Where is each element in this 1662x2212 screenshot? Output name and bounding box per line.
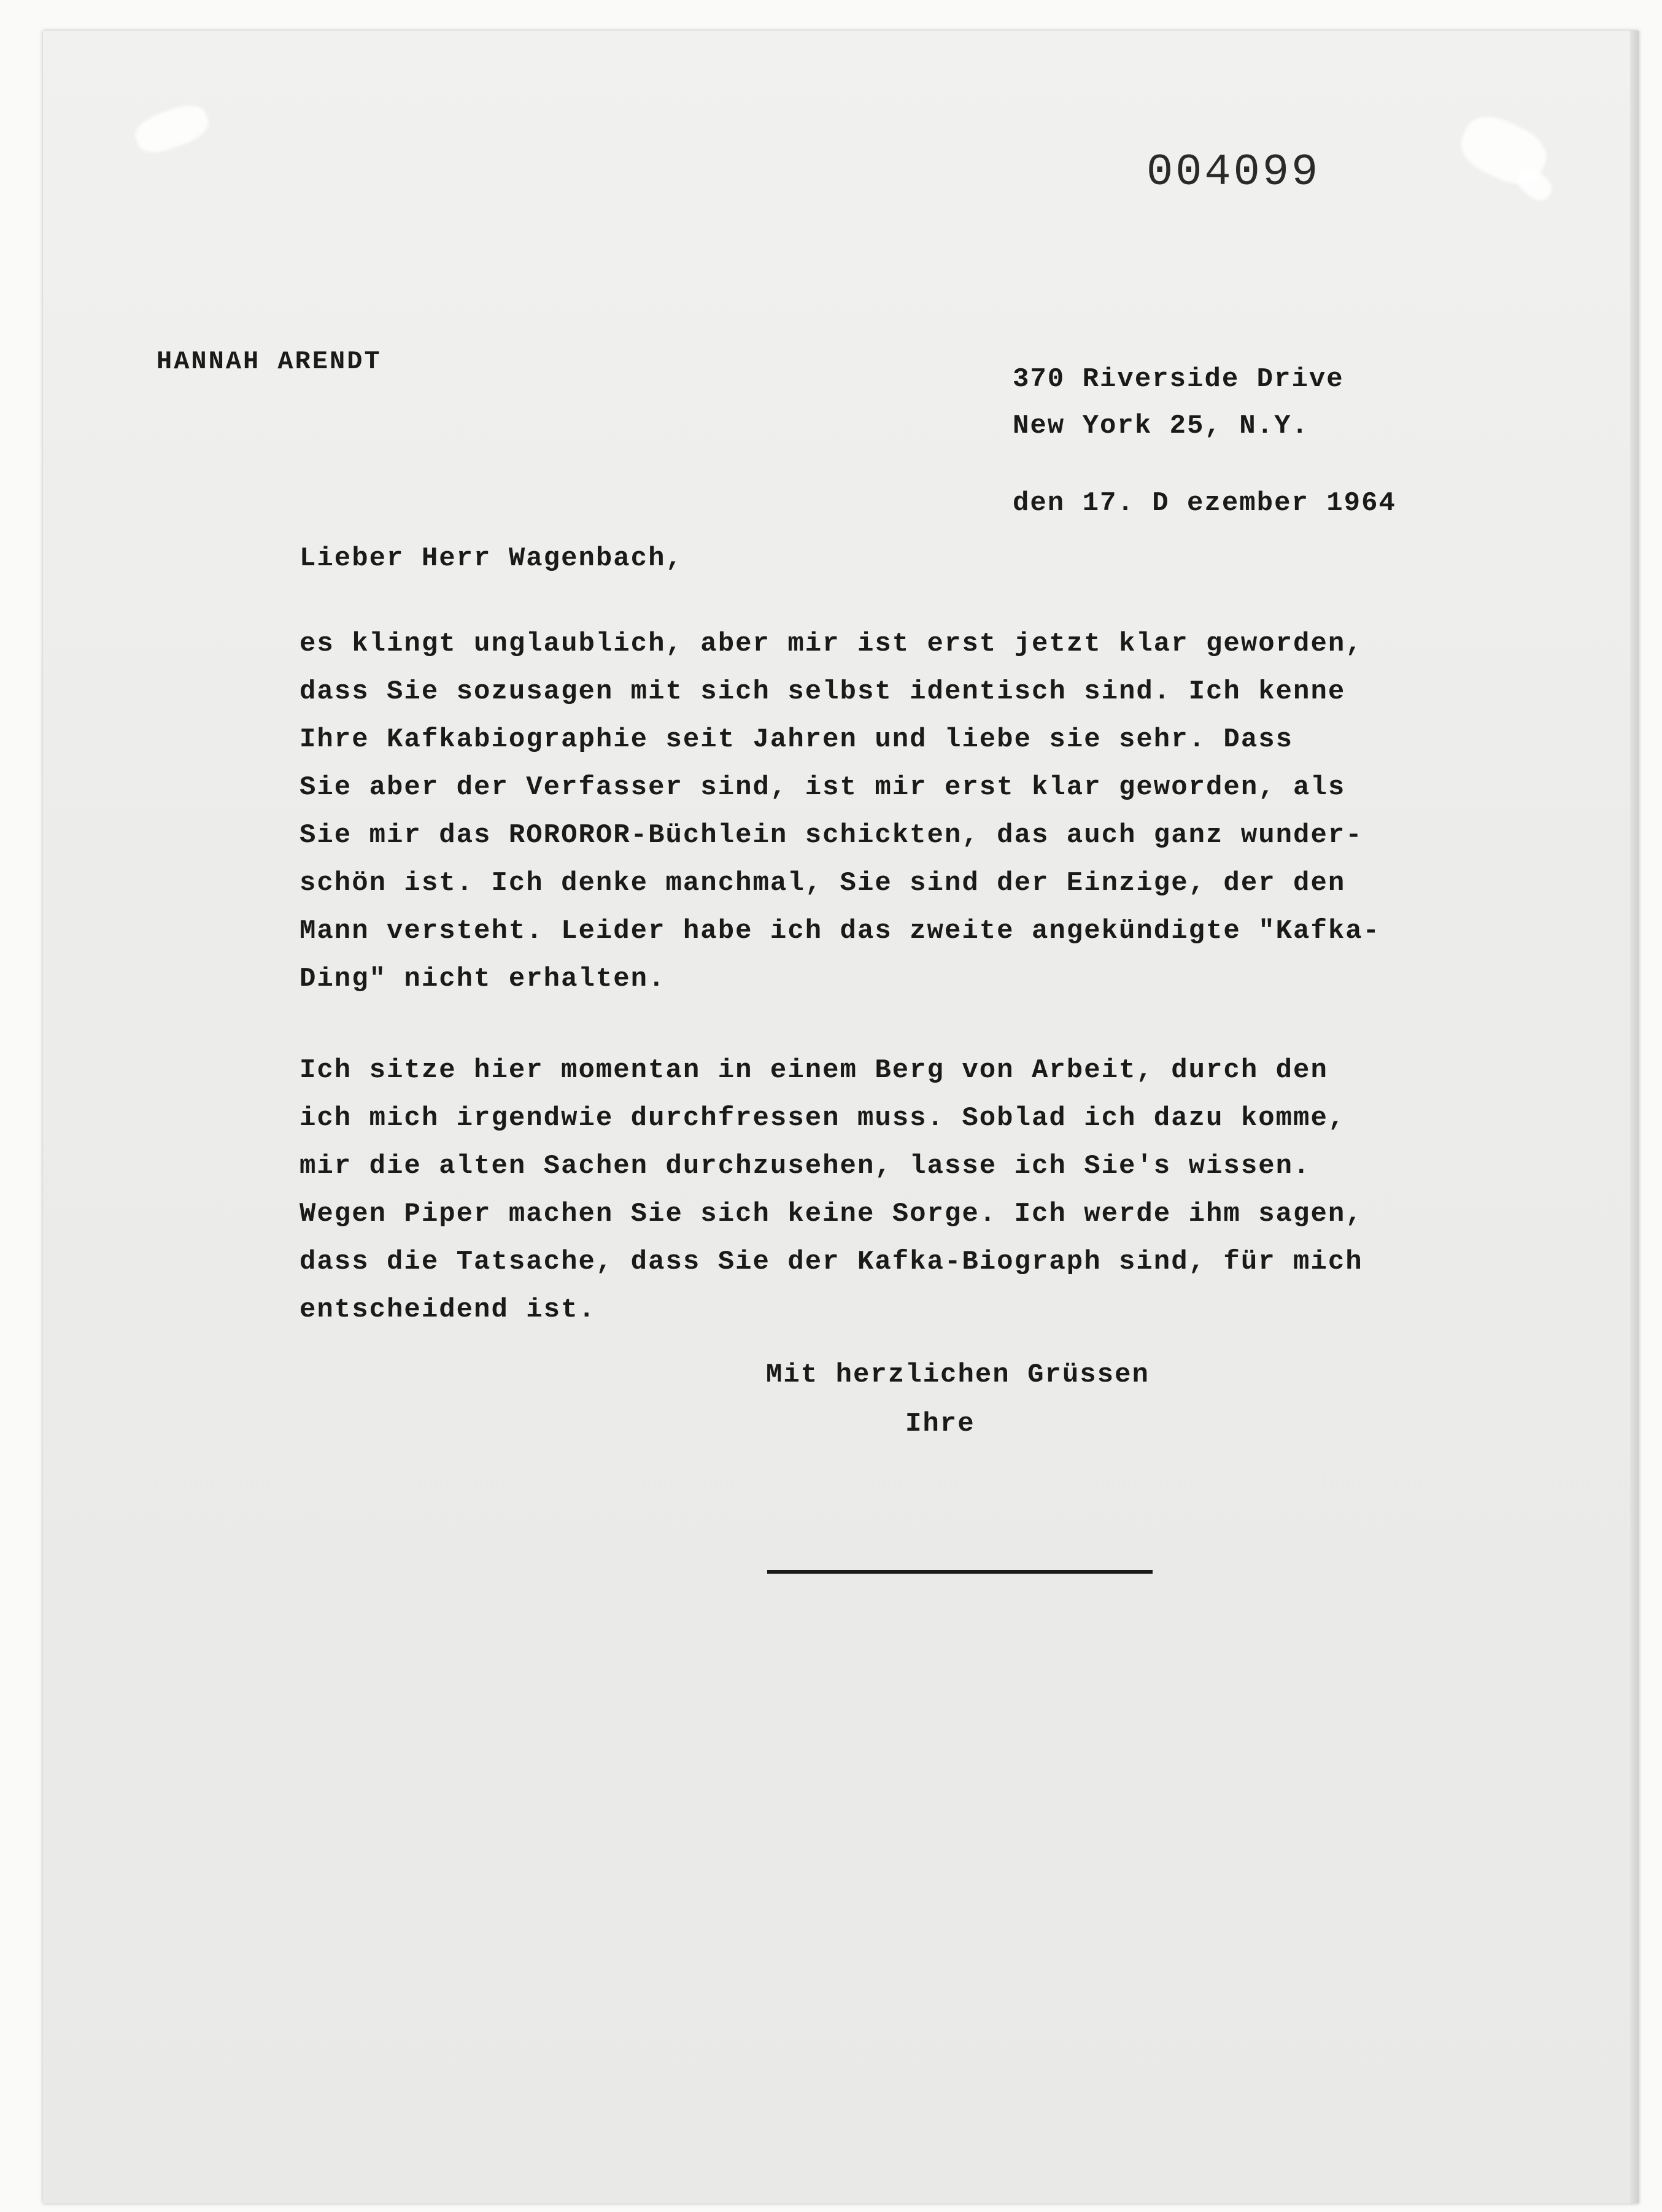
page-edge bbox=[1630, 31, 1639, 2203]
signature-line bbox=[767, 1570, 1153, 1574]
document-number: 004099 bbox=[1146, 147, 1321, 198]
sender-address bbox=[1013, 356, 1344, 449]
paragraph-line: mir die alten Sachen durchzusehen, lasse ich Sie's wissen. bbox=[300, 1151, 1311, 1181]
letter-date: den 17. D ezember 1964 bbox=[1013, 488, 1396, 519]
closing-signoff: Ihre bbox=[905, 1409, 975, 1439]
paragraph-line: es klingt unglaublich, aber mir ist erst jetzt klar geworden, bbox=[300, 628, 1363, 659]
address-line: New York 25, N.Y. bbox=[1013, 411, 1309, 441]
paragraph-line: dass die Tatsache, dass Sie der Kafka-Biograph sind, für mich bbox=[300, 1247, 1363, 1277]
paragraph-line: Wegen Piper machen Sie sich keine Sorge. Ich werde ihm sagen, bbox=[300, 1199, 1363, 1229]
paragraph-line: schön ist. Ich denke manchmal, Sie sind der Einzige, der den bbox=[300, 868, 1346, 899]
sender-name: HANNAH ARENDT bbox=[157, 347, 382, 376]
paragraph-line: Mann versteht. Leider habe ich das zweite angekündigte "Kafka- bbox=[300, 916, 1381, 946]
closing-greeting: Mit herzlichen Grüssen bbox=[766, 1359, 1150, 1390]
paragraph-line: Ihre Kafkabiographie seit Jahren und liebe sie sehr. Dass bbox=[300, 724, 1294, 755]
paragraph-line: Sie aber der Verfasser sind, ist mir erst klar geworden, als bbox=[300, 772, 1346, 803]
paragraph-line: dass Sie sozusagen mit sich selbst identisch sind. Ich kenne bbox=[300, 676, 1346, 707]
paragraph-line: Sie mir das ROROROR-Büchlein schickten, das auch ganz wunder- bbox=[300, 820, 1363, 851]
paragraph-line: entscheidend ist. bbox=[300, 1294, 596, 1325]
address-line: 370 Riverside Drive bbox=[1013, 364, 1344, 395]
salutation: Lieber Herr Wagenbach, bbox=[300, 543, 683, 574]
body-paragraph-2 bbox=[300, 1046, 1363, 1334]
paragraph-line: Ich sitze hier momentan in einem Berg von Arbeit, durch den bbox=[300, 1055, 1328, 1086]
body-paragraph-1 bbox=[300, 620, 1380, 1003]
paragraph-line: Ding" nicht erhalten. bbox=[300, 964, 666, 994]
paragraph-line: ich mich irgendwie durchfressen muss. Soblad ich dazu komme, bbox=[300, 1103, 1346, 1134]
